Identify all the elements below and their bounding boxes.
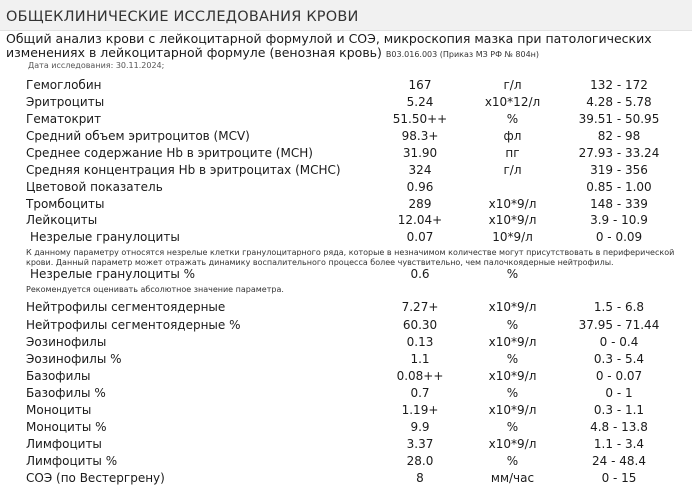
param-unit: % <box>506 112 519 126</box>
result-row <box>0 299 692 316</box>
param-value: 31.90 <box>402 146 438 160</box>
param-unit: фл <box>503 129 522 143</box>
param-value: 7.27+ <box>401 300 439 314</box>
param-ref: 1.5 - 6.8 <box>593 300 645 314</box>
param-ref: 0.85 - 1.00 <box>586 180 652 194</box>
param-name: Среднее содержание Hb в эритроците (MCH) <box>26 146 313 160</box>
param-value: 1.19+ <box>401 403 439 417</box>
test-subtitle <box>6 32 678 62</box>
param-ref: 3.9 - 10.9 <box>590 213 648 227</box>
param-value: 1.1 <box>410 352 430 366</box>
param-unit: % <box>506 420 519 434</box>
param-ref: 0 - 1 <box>605 386 633 400</box>
param-value: 51.50++ <box>392 112 448 126</box>
param-ref: 0 - 0.4 <box>599 335 639 349</box>
result-row <box>0 470 692 487</box>
param-name: Незрелые гранулоциты % <box>30 267 196 281</box>
result-row <box>0 334 692 351</box>
param-value: 9.9 <box>410 420 430 434</box>
param-unit: % <box>506 352 519 366</box>
param-name: Лимфоциты <box>26 437 102 451</box>
result-row <box>0 94 692 111</box>
immature-granulocytes-note: К данному параметру относятся незрелые клетки гранулоцитарного ряда, которые в незначимом количестве могут присутствовать в периферической крови. Данный параметр может отражать динамику воспалительного процесса более чувствительно, чем палочкоядерные нейтрофилы. <box>26 248 675 267</box>
param-name: Средний объем эритроцитов (MCV) <box>26 129 250 143</box>
param-name: Лейкоциты <box>26 213 98 227</box>
param-ref: 24 - 48.4 <box>592 454 646 468</box>
param-unit: x10*9/л <box>488 213 537 227</box>
param-unit: мм/час <box>490 471 535 485</box>
param-name: Эозинофилы % <box>26 352 122 366</box>
result-row <box>0 77 692 94</box>
param-name: Нейтрофилы сегментоядерные <box>26 300 226 314</box>
test-date: Дата исследования: 30.11.2024; <box>28 61 165 70</box>
param-name: Средняя концентрация Hb в эритроцитах (MCHC) <box>26 163 341 177</box>
param-unit: x10*9/л <box>488 335 537 349</box>
result-row <box>0 402 692 419</box>
result-row <box>0 162 692 179</box>
param-ref: 27.93 - 33.24 <box>578 146 660 160</box>
param-value: 28.0 <box>406 454 434 468</box>
result-row <box>0 436 692 453</box>
param-unit: г/л <box>503 163 522 177</box>
param-unit: % <box>506 386 519 400</box>
result-row <box>0 196 692 213</box>
param-name: Нейтрофилы сегментоядерные % <box>26 318 241 332</box>
section-title: ОБЩЕКЛИНИЧЕСКИЕ ИССЛЕДОВАНИЯ КРОВИ <box>6 9 359 25</box>
param-ref: 319 - 356 <box>590 163 648 177</box>
param-value: 324 <box>408 163 432 177</box>
result-row <box>0 111 692 128</box>
param-unit: % <box>506 454 519 468</box>
result-row <box>0 179 692 196</box>
result-row <box>0 351 692 368</box>
param-value: 60.30 <box>402 318 438 332</box>
param-unit: % <box>506 318 519 332</box>
param-name: Лимфоциты % <box>26 454 118 468</box>
param-name: Незрелые гранулоциты <box>30 230 180 244</box>
param-name: Базофилы % <box>26 386 106 400</box>
param-unit: 10*9/л <box>492 230 533 244</box>
result-row <box>0 385 692 402</box>
param-unit: x10*9/л <box>488 403 537 417</box>
param-unit: x10*9/л <box>488 369 537 383</box>
param-unit: x10*12/л <box>484 95 541 109</box>
param-ref: 0 - 0.09 <box>595 230 643 244</box>
param-unit: пг <box>505 146 520 160</box>
result-row <box>0 419 692 436</box>
param-value: 8 <box>416 471 424 485</box>
param-ref: 148 - 339 <box>590 197 648 211</box>
param-ref: 0.3 - 5.4 <box>593 352 645 366</box>
param-ref: 4.8 - 13.8 <box>590 420 648 434</box>
test-code: B03.016.003 (Приказ МЗ РФ № 804н) <box>385 50 540 59</box>
param-value: 289 <box>408 197 432 211</box>
param-name: Эритроциты <box>26 95 105 109</box>
result-row <box>0 266 692 283</box>
param-ref: 1.1 - 3.4 <box>593 437 645 451</box>
param-unit: г/л <box>503 78 522 92</box>
param-value: 0.13 <box>406 335 434 349</box>
result-row <box>0 128 692 145</box>
result-row <box>0 212 692 229</box>
param-name: Эозинофилы <box>26 335 107 349</box>
param-name: Моноциты <box>26 403 92 417</box>
param-ref: 132 - 172 <box>590 78 648 92</box>
section-header <box>0 0 692 31</box>
param-unit: x10*9/л <box>488 437 537 451</box>
result-row <box>0 317 692 334</box>
param-value: 0.6 <box>410 267 430 281</box>
param-name: Тромбоциты <box>26 197 105 211</box>
param-value: 12.04+ <box>397 213 443 227</box>
param-name: Цветовой показатель <box>26 180 163 194</box>
param-value: 0.7 <box>410 386 430 400</box>
param-ref: 0.3 - 1.1 <box>593 403 645 417</box>
param-ref: 4.28 - 5.78 <box>586 95 652 109</box>
result-row <box>0 145 692 162</box>
param-value: 0.07 <box>406 230 434 244</box>
param-unit: % <box>506 267 519 281</box>
param-value: 5.24 <box>406 95 434 109</box>
param-name: Гемоглобин <box>26 78 102 92</box>
absolute-value-note: Рекомендуется оценивать абсолютное значение параметра. <box>26 285 284 294</box>
param-ref: 39.51 - 50.95 <box>578 112 660 126</box>
param-ref: 0 - 0.07 <box>595 369 643 383</box>
param-name: СОЭ (по Вестергрену) <box>26 471 165 485</box>
result-row <box>0 453 692 470</box>
param-value: 98.3+ <box>401 129 439 143</box>
param-ref: 0 - 15 <box>601 471 637 485</box>
param-ref: 37.95 - 71.44 <box>578 318 660 332</box>
param-name: Гематокрит <box>26 112 102 126</box>
param-value: 0.96 <box>406 180 434 194</box>
param-name: Базофилы <box>26 369 91 383</box>
test-name: Общий анализ крови с лейкоцитарной формулой и СОЭ, микроскопия мазка при патологических изменениях в лейкоцитарной формуле (венозная кровь) <box>6 31 652 60</box>
param-value: 0.08++ <box>396 369 444 383</box>
param-unit: x10*9/л <box>488 300 537 314</box>
result-row <box>0 229 692 246</box>
param-ref: 82 - 98 <box>597 129 641 143</box>
param-value: 167 <box>408 78 432 92</box>
param-unit: x10*9/л <box>488 197 537 211</box>
param-value: 3.37 <box>406 437 434 451</box>
param-name: Моноциты % <box>26 420 107 434</box>
result-row <box>0 368 692 385</box>
